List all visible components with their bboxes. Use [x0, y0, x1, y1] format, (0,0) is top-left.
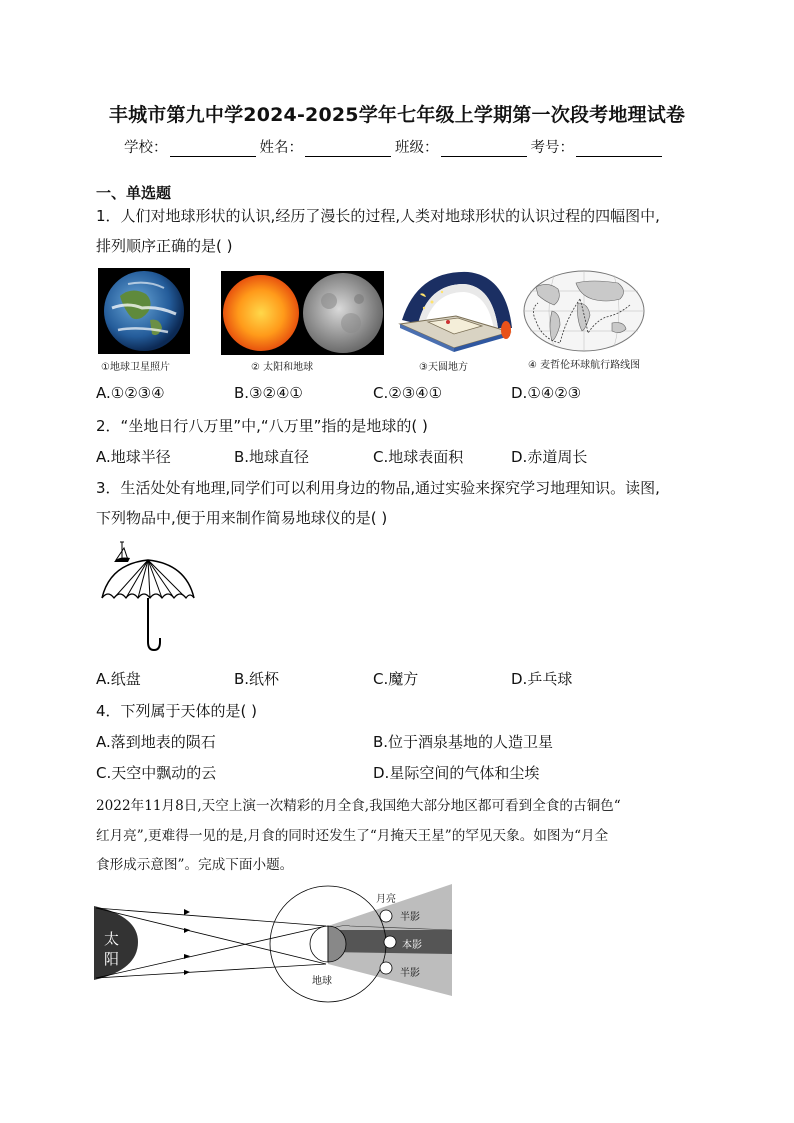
caption-2: ② 太阳和地球: [251, 362, 314, 373]
sun-label-2: 阳: [104, 950, 120, 968]
caption-4: ④ 麦哲伦环球航行路线图: [528, 360, 641, 371]
q1-option-a[interactable]: A.①②③④: [96, 384, 165, 402]
name-label: 姓名：: [259, 140, 303, 156]
caption-1: ①地球卫星照片: [101, 362, 170, 373]
q1-option-d[interactable]: D.①④②③: [511, 384, 582, 402]
q4-option-b[interactable]: B.位于酒泉基地的人造卫星: [373, 733, 554, 751]
q2-option-d[interactable]: D.赤道周长: [511, 448, 588, 466]
q4-option-d[interactable]: D.星际空间的气体和尘埃: [373, 764, 540, 782]
magellan-route-map: [522, 269, 646, 353]
umbrella-illustration: [98, 538, 198, 656]
passage-line2: 红月亮”,更难得一见的是,月食的同时还发生了“月掩天王星”的罕见天象。如图为“月全: [96, 828, 609, 844]
q3-text-line2: 下列物品中,便于用来制作简易地球仪的是( ): [96, 509, 388, 527]
q2-text: 2．“坐地日行八万里”中,“八万里”指的是地球的( ): [96, 417, 428, 435]
q1-option-c[interactable]: C.②③④①: [373, 384, 443, 402]
sun-label-1: 太: [104, 930, 120, 948]
page-title: 丰城市第九中学2024-2025学年七年级上学期第一次段考地理试卷: [108, 104, 686, 126]
exam-number-blank[interactable]: [576, 142, 662, 157]
school-blank[interactable]: [170, 142, 256, 157]
name-blank[interactable]: [305, 142, 391, 157]
q4-option-c[interactable]: C.天空中飘动的云: [96, 764, 217, 782]
q1-text-line1: 1．人们对地球形状的认识,经历了漫长的过程,人类对地球形状的认识过程的四幅图中,: [96, 207, 660, 225]
q3-option-a[interactable]: A.纸盘: [96, 670, 141, 688]
passage-line3: 食形成示意图”。完成下面小题。: [96, 857, 294, 873]
earth-satellite-photo: [98, 268, 190, 354]
round-heaven-square-earth-illustration: [398, 268, 516, 354]
q2-option-b[interactable]: B.地球直径: [234, 448, 310, 466]
class-blank[interactable]: [441, 142, 527, 157]
earth-label: 地球: [312, 976, 332, 987]
q3-option-c[interactable]: C.魔方: [373, 670, 419, 688]
exam-number-label: 考号：: [530, 140, 574, 156]
q3-option-b[interactable]: B.纸杯: [234, 670, 280, 688]
passage-line1: 2022年11月8日,天空上演一次精彩的月全食,我国绝大部分地区都可看到全食的古铜色“: [96, 798, 621, 814]
q1-option-b[interactable]: B.③②④①: [234, 384, 303, 402]
penumbra-bottom-label: 半影: [400, 968, 420, 979]
q2-option-a[interactable]: A.地球半径: [96, 448, 171, 466]
penumbra-top-label: 半影: [400, 912, 420, 923]
school-label: 学校：: [124, 140, 168, 156]
umbra-label: 本影: [402, 940, 422, 951]
student-info-row: [124, 136, 666, 157]
sun-and-earth-photo: [221, 271, 384, 355]
q4-text: 4．下列属于天体的是( ): [96, 702, 258, 720]
caption-3: ③天圆地方: [419, 362, 468, 373]
q2-option-c[interactable]: C.地球表面积: [373, 448, 464, 466]
section-heading: 一、单选题: [96, 184, 172, 202]
q4-option-a[interactable]: A.落到地表的陨石: [96, 733, 216, 751]
q3-option-d[interactable]: D.乒乓球: [511, 670, 573, 688]
q1-text-line2: 排列顺序正确的是( ): [96, 237, 233, 255]
class-label: 班级：: [395, 140, 439, 156]
q3-text-line1: 3．生活处处有地理,同学们可以利用身边的物品,通过实验来探究学习地理知识。读图,: [96, 479, 660, 497]
moon-label: 月亮: [376, 894, 396, 905]
